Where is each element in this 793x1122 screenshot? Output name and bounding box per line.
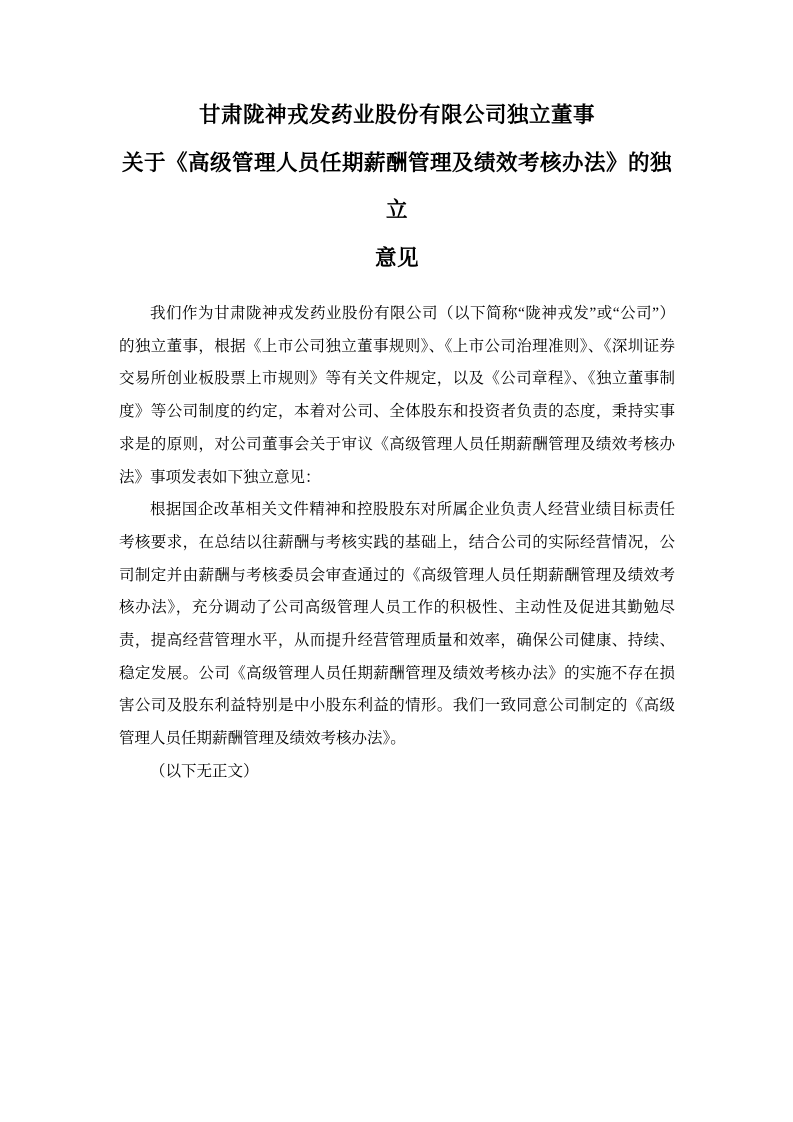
paragraph-opinion: 根据国企改革相关文件精神和控股股东对所属企业负责人经营业绩目标责任考核要求，在总结以往薪酬与考核实践的基础上，结合公司的实际经营情况，公司制定并由薪酬与考核委员会审查通过的《高级管理人员任期薪酬管理及绩效考核办法》，充分调动了公司高级管理人员工作的积极性、主动性及促进其勤勉尽责，提高经营管理水平，从而提升经营管理质量和效率，确保公司健康、持续、稳定发展。公司《高级管理人员任期薪酬管理及绩效考核办法》的实施不存在损害公司及股东利益特别是中小股东利益的情形。我们一致同意公司制定的《高级管理人员任期薪酬管理及绩效考核办法》。 [119,501,675,748]
paragraph-closing: （以下无正文） [150,762,259,780]
paragraph-opening: 我们作为甘肃陇神戎发药业股份有限公司（以下简称“陇神戎发”或“公司”） 的独立董事，根据《上市公司独立董事规则》、《上市公司治理准则》、《深圳证券交易所创业板股票上市规则》等有关文件规定，以及《公司章程》、《独立董事制度》等公司制度的约定，本着对公司、全体股东和投资者负责的态度，秉持实事求是的原则，对公司董事会关于审议《高级管理人员任期薪酬管理及绩效考核办法》事项发表如下独立意见： [119,305,675,486]
title-line-2: 关于《高级管理人员任期薪酬管理及绩效考核办法》的独立 [121,150,672,222]
title-line-1: 甘肃陇神戎发药业股份有限公司独立董事 [198,103,595,127]
document-body [119,298,675,789]
document-title [119,92,675,282]
title-line-3: 意见 [374,245,419,270]
